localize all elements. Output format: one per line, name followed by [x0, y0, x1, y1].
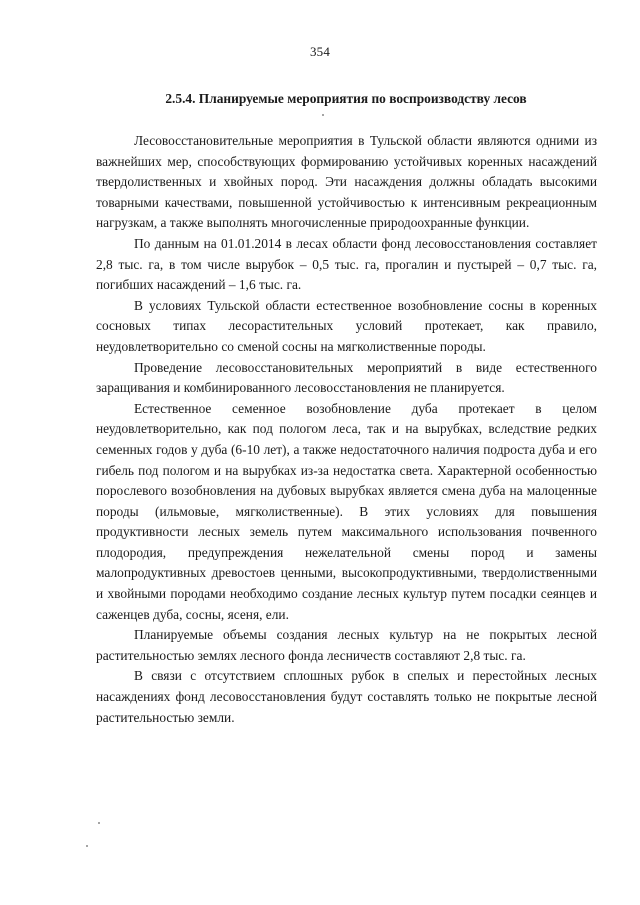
page-number: 354: [309, 44, 331, 59]
section-heading: 2.5.4. Планируемые мероприятия по воспроизводству лесов: [165, 91, 527, 106]
scan-speck: [86, 845, 88, 847]
paragraph: В условиях Тульской области естественное возобновление сосны в коренных сосновых типах лесорастительных условий протекает, как правило, неудовлетворительно со сменой сосны на мягколиственные породы.: [96, 297, 597, 354]
paragraph: В связи с отсутствием сплошных рубок в спелых и перестойных лесных насаждениях фонд лесовосстановления будут составлять только не покрытые лесной растительностью земли.: [96, 668, 597, 725]
paragraph: Проведение лесовосстановительных мероприятий в виде естественного заращивания и комбинированного лесовосстановления не планируется.: [96, 359, 597, 396]
paragraph: Планируемые объемы создания лесных культур на не покрытых лесной растительностью землях лесного фонда лесничеств составляют 2,8 тыс. га.: [96, 627, 597, 663]
scan-speck: [98, 822, 100, 824]
paragraph: Естественное семенное возобновление дуба протекает в целом неудовлетворительно, как под пологом леса, так и на вырубках, вследствие редких семенных годов у дуба (6-10 лет), а также недостаточного наличия подроста дуба и его гибель под пологом и на вырубках из-за недостатка света. Характерной особенностью порослевого возобновления на дубовых вырубках является смена дуба на малоценные породы (ильмовые, мягколиственные). В этих условиях для повышения продуктивности лесных земель путем максимального использования почвенного плодородия, предупреждения нежелательной смены пород и замены малопродуктивных древостоев ценными, высокопродуктивными, твердолиственными и хвойными породами необходимо создание лесных культур путем посадки сеянцев и саженцев дуба, сосны, ясеня, ели.: [96, 400, 597, 622]
paragraph: Лесовосстановительные мероприятия в Тульской области являются одними из важнейших мер, способствующих формированию устойчивых коренных насаждений твердолиственных и хвойных пород. Эти насаждения должны обладать высокими товарными качествами, повышенной устойчивостью к интенсивным рекреационным нагрузкам, а также выполнять многочисленные природоохранные функции.: [96, 133, 597, 231]
scan-speck: [322, 114, 324, 116]
paragraph: По данным на 01.01.2014 в лесах области фонд лесовосстановления составляет 2,8 тыс. га, в том числе вырубок – 0,5 тыс. га, прогалин и пустырей – 0,7 тыс. га, погибших насаждений – 1,6 тыс. га.: [96, 235, 597, 293]
body-text: [96, 131, 597, 728]
